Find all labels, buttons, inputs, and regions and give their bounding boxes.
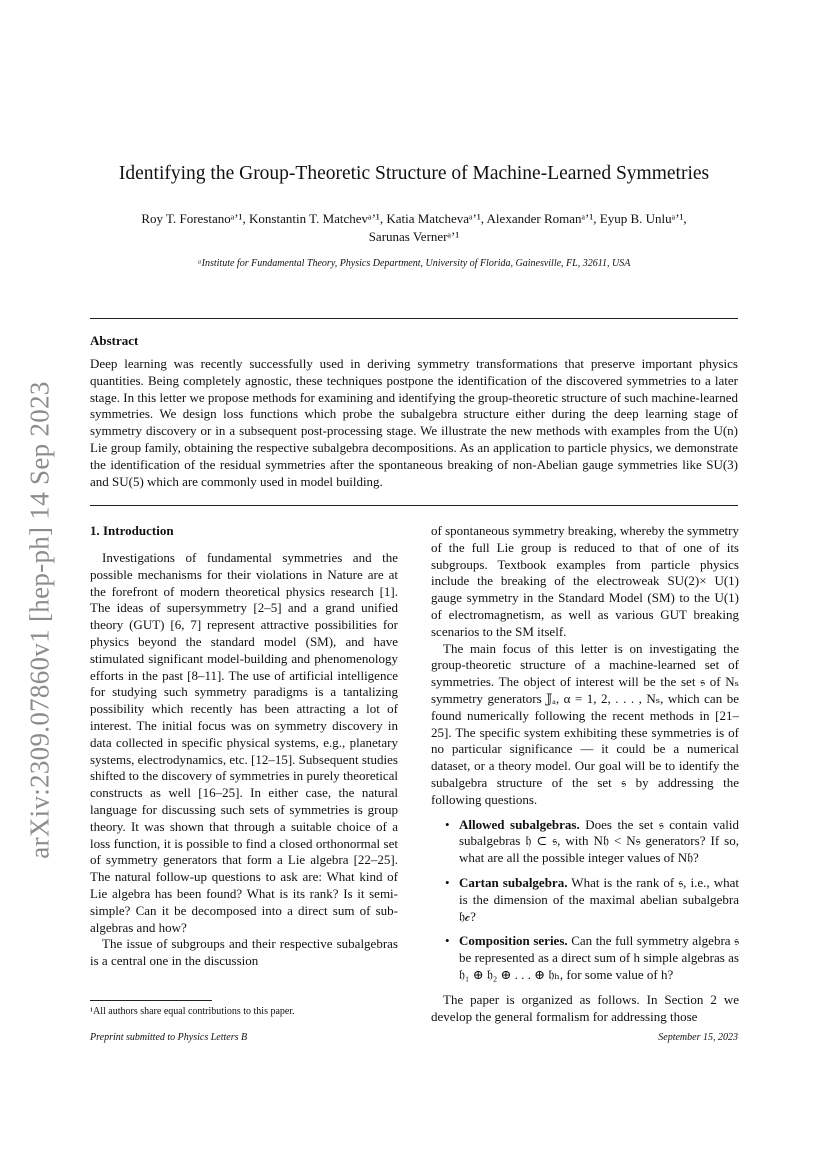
left-column (90, 550, 398, 970)
bullet-text: What is the rank of 𝔰, i.e., what is the dimension of the maximal abelian subalgebra 𝔥𝒸? (459, 874, 739, 924)
author-line-1: Roy T. Forestanoᵃʼ¹, Konstantin T. Matchevᵃʼ¹, Katia Matchevaᵃʼ¹, Alexander Romanᵃʼ¹, Eyup B. Unluᵃʼ¹, (141, 211, 687, 226)
paper-title: Identifying the Group-Theoretic Structure of Machine-Learned Symmetries (118, 163, 710, 184)
affiliation: ᵃInstitute for Fundamental Theory, Physics Department, University of Florida, Gainesville, FL, 32611, USA (197, 258, 631, 269)
question-list (431, 817, 739, 984)
footnote: ¹All authors share equal contributions to this paper. (90, 1006, 295, 1017)
arxiv-stamp: arXiv:2309.07860v1 [hep-ph] 14 Sep 2023 (24, 381, 55, 859)
bullet-heading: Cartan subalgebra. (459, 874, 568, 890)
right-paragraph-2: The main focus of this letter is on investigating the group-theoretic structure of a machine-learned set of symmetries. The object of interest will be the set 𝔰 of Nₛ symmetry generators 𝕁ₐ, α = 1, 2, . . . , Nₛ, which can be found numerically following the recent methods in [21–25]. The specific system exhibiting these symmetries is of no particular significance — it could be a numerical dataset, or a theory model. Our goal will be to identify the subalgebra structure of the set 𝔰 by addressing the following questions. (431, 640, 739, 807)
abstract-text: Deep learning was recently successfully used in deriving symmetry transformations that preserve important physics quantities. Being completely agnostic, these techniques postpone the identification of the discovered symmetries to a later stage. In this letter we propose methods for examining and identifying the group-theoretic structure of such machine-learned symmetries. We design loss functions which probe the subalgebra structure either during the deep learning stage of symmetry discovery or in a subsequent post-processing stage. We illustrate the new methods with examples from the U(n) Lie group family, obtaining the respective subalgebra decompositions. As an application to particle physics, we demonstrate the identification of the residual symmetries after the spontaneous breaking of non-Abelian gauge symmetries like SU(3) and SU(5) which are commonly used in model building. (90, 356, 738, 489)
top-rule (90, 318, 738, 319)
right-paragraph-3: The paper is organized as follows. In Section 2 we develop the general formalism for addressing those (431, 991, 739, 1024)
list-item (431, 817, 739, 867)
intro-paragraph-2: The issue of subgroups and their respective subalgebras is a central one in the discussion (90, 936, 398, 969)
footnote-rule (90, 1000, 212, 1001)
list-item (431, 875, 739, 925)
bullet-heading: Composition series. (459, 933, 568, 949)
bullet-text: Does the set 𝔰 contain valid subalgebras 𝔥 ⊂ 𝔰, with N𝔥 < N𝔰 generators? If so, what are all the possible integer values of N𝔥? (459, 816, 739, 866)
author-line-2: Sarunas Vernerᵃʼ¹ (368, 229, 460, 244)
bullet-heading: Allowed subalgebras. (459, 816, 580, 832)
footer-journal: Preprint submitted to Physics Letters B (90, 1032, 248, 1043)
abstract-bottom-rule (90, 505, 738, 506)
intro-paragraph-1: Investigations of fundamental symmetries and the possible mechanisms for their violations in Nature are at the forefront of modern theoretical physics research [1]. The ideas of supersymmetry [2–5] and a grand unified theory (GUT) [6, 7] represent attractive possibilities for physics beyond the standard model (SM), and have stimulated significant model-building and phenomenology efforts in the past [8–11]. The use of artificial intelligence for studying such symmetry paradigms is a tantalizing possibility which recently has been attracting a lot of interest. The initial focus was on symmetry discovery in data collected in specific physical systems, e.g., planetary systems, electrodynamics, etc. [12–15]. Subsequent studies shifted to the discovery of symmetries in purely theoretical constructs as well [16–25]. In either case, the natural language for discussing such sets of symmetries is group theory. It was shown that through a suitable choice of a loss function, it is possible to find a closed orthonormal set of symmetry generators that form a Lie algebra [22–25]. The natural follow-up questions to ask are: What kind of Lie algebra has been found? What is its rank? Is it semi-simple? Can it be decomposed into a direct sum of sub-algebras and how? (90, 550, 398, 935)
section-heading: 1. Introduction (90, 523, 174, 538)
list-item (431, 933, 739, 983)
right-column (431, 523, 739, 1025)
author-list (100, 210, 728, 246)
right-paragraph-1: of spontaneous symmetry breaking, whereby the symmetry of the full Lie group is reduced to that of one of its subgroups. Textbook examples from particle physics include the breaking of the electroweak SU(2)× U(1) gauge symmetry in the Standard Model (SM) to the U(1) of electromagnetism, as well as various GUT breaking scenarios to the SM itself. (431, 523, 739, 639)
footer-date: September 15, 2023 (658, 1032, 738, 1043)
abstract-heading: Abstract (90, 333, 139, 348)
bullet-text: Can the full symmetry algebra 𝔰 be represented as a direct sum of h simple algebras as 𝔥₁ ⊕ 𝔥₂ ⊕ . . . ⊕ 𝔥ₕ, for some value of h? (459, 933, 739, 982)
